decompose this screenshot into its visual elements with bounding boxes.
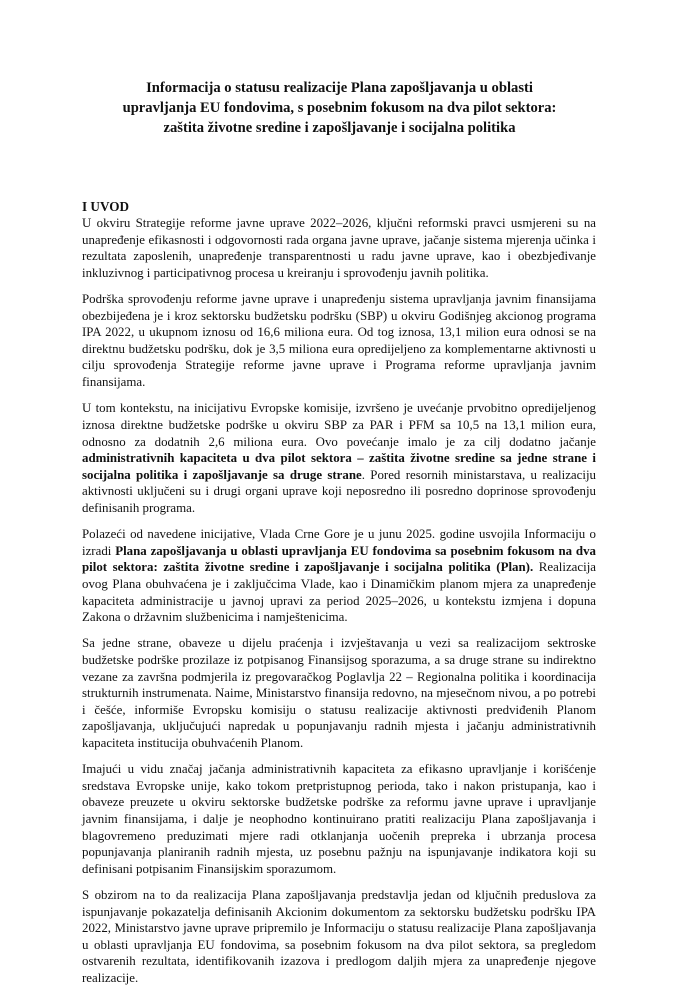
- document-body: [82, 215, 596, 996]
- paragraph-1: [82, 215, 596, 281]
- paragraph-text: Realizacija ovog Plana obuhvaćena je i zaključcima Vlade, kao i Dinamičkim planom mjera za unapređenje kapaciteta administracije u javnoj upravi za period 2025–2026, u kontekstu izmjena i dopuna Zakona o državnim službenicima i namještenicima.: [82, 560, 596, 625]
- paragraph-text: Polazeći od navedene inicijative, Vlada Crne Gore je u junu 2025. godine usvojila Informaciju o izradi: [82, 527, 596, 558]
- paragraph-text: Podrška sprovođenju reforme javne uprave i unapređenju sistema upravljanja javnim finansijama obezbijeđena je i kroz sektorsku budžetsku podršku (SBP) u okviru Godišnjeg akcionog programa IPA 2022, u ukupnom iznosu od 16,6 miliona eura. Od tog iznosa, 13,1 milion eura odnosi se na direktnu budžetsku podršku, dok je 3,5 miliona eura opredijeljeno za komplementarne aktivnosti u cilju sprovođenja Strategije reforme javne uprave i Programa reforme upravljanja javnim finansijama.: [82, 292, 596, 390]
- paragraph-emphasis: administrativnih kapaciteta u dva pilot sektora – zaštita životne sredine sa jedne strane i socijalna politika i zapošljavanje sa druge strane: [82, 451, 596, 482]
- paragraph-text: S obzirom na to da realizacija Plana zapošljavanja predstavlja jedan od ključnih preduslova za ispunjavanje pokazatelja definisanih Akcionim dokumentom za sektorsku budžetsku podršku IPA 2022, Ministarstvo javne uprave pripremilo je Informaciju o statusu realizacije Plana zapošljavanja u oblasti upravljanja EU fondovima, sa posebnim fokusom na dva pilot sektora, sa pregledom ostvarenih rezultata, identifikovanih izazova i predlogom daljih mjera za unapređenje njegove realizacije.: [82, 888, 596, 986]
- document-title: [100, 78, 579, 138]
- paragraph-7: [82, 887, 596, 987]
- paragraph-text: Imajući u vidu značaj jačanja administrativnih kapaciteta za efikasno upravljanje i korišćenje sredstava Evropske unije, kako tokom pretpristupnog perioda, tako i nakon pristupanja, kao i obaveze preuzete u okviru sektorske budžetske podrške za reformu javne uprave i upravljanje javnim finansijama, i dalje je neophodno kontinuirano pratiti realizaciju Plana zapošljavanja i blagovremeno preduzimati mjere radi otklanjanja uočenih prepreka i ubrzanja procesa popunjavanja planiranih radnih mjesta, uz posebnu pažnju na ispunjavanje indikatora koji su definisani potpisanim Finansijskim sporazumom.: [82, 762, 596, 876]
- paragraph-3: [82, 400, 596, 516]
- paragraph-5: [82, 635, 596, 751]
- paragraph-text: . Pored resornih ministarstava, u realizaciju aktivnosti uključeni su i drugi organi uprave koji neposredno ili posredno doprinose sprovođenju definisanih programa.: [82, 467, 596, 515]
- title-line: Informacija o statusu realizacije Plana zapošljavanja u oblasti: [146, 80, 533, 96]
- title-line: upravljanja EU fondovima, s posebnim fokusom na dva pilot sektora:: [122, 100, 557, 116]
- paragraph-text: U okviru Strategije reforme javne uprave 2022–2026, ključni reformski pravci usmjereni su na unapređenje efikasnosti i odgovornosti rada organa javne uprave, jačanje sistema mjerenja učinka i rezultata zaposlenih, unapređenje transparentnosti u radu javne uprave, kao i obezbjeđivanje inkluzivnog i participativnog procesa u kreiranju i sprovođenju javnih politika.: [82, 216, 596, 280]
- paragraph-text: Sa jedne strane, obaveze u dijelu praćenja i izvještavanja u vezi sa realizacijom sektroske budžetske podrške prozilaze iz potpisanog Finansijsog sporazuma, a sa druge strane su indirektno vezane za završna podmjerila iz pregovaračkog Poglavlja 22 – Regionalna politika i koordinacija strukturnih instrumenata. Naime, Ministarstvo finansija redovno, na mjesečnom nivou, a po potrebi i češće, informiše Evropsku komisiju o statusu realizacije aktivnosti predviđenih Planom zapošljavanja, uključujući napredak u popunjavanju radnih mjesta i jačanju administrativnih kapaciteta institucija obuhvaćenih Planom.: [82, 636, 596, 750]
- paragraph-6: [82, 761, 596, 877]
- paragraph-4: [82, 526, 596, 626]
- paragraph-text: U tom kontekstu, na inicijativu Evropske komisije, izvršeno je uvećanje prvobitno opredijeljenog iznosa direktne budžetske podrške u okviru SBP za PAR i PFM sa 10,5 na 13,1 milion eura, odnosno za dodatnih 2,6 miliona eura. Ovo povećanje imalo je za cilj dodatno jačanje: [82, 401, 596, 449]
- paragraph-2: [82, 291, 596, 391]
- paragraph-emphasis: Plana zapošljavanja u oblasti upravljanja EU fondovima sa posebnim fokusom na dva pilot sektora: zaštita životne sredine i zapošljavanje i socijalna politika (Plan).: [82, 543, 596, 575]
- title-line: zaštita životne sredine i zapošljavanje i socijalna politika: [163, 120, 516, 136]
- section-heading: I UVOD: [82, 199, 129, 214]
